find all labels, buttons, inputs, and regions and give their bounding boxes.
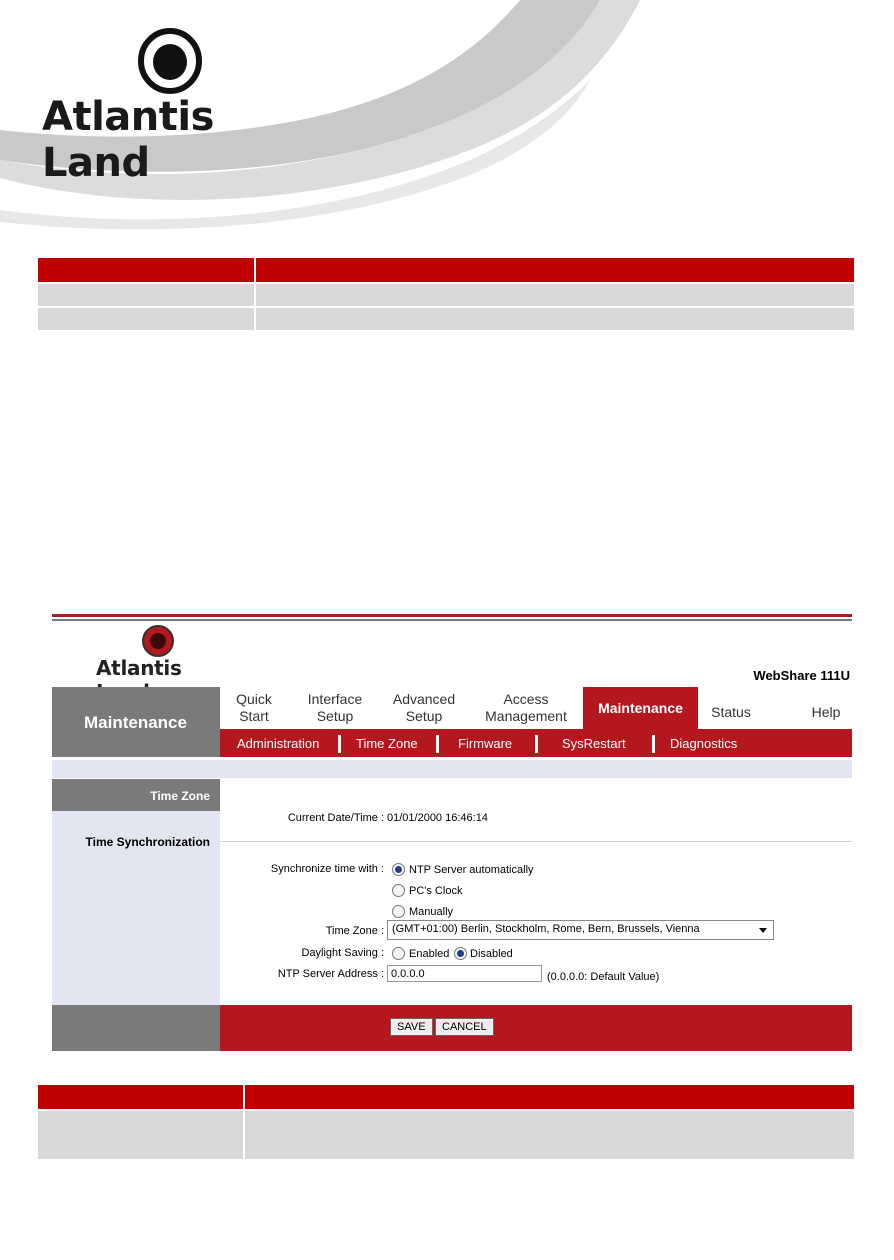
daylight-label: Daylight Saving : [301, 947, 384, 959]
current-datetime-label: Current Date/Time : [287, 812, 384, 824]
sync-manual-label: Manually [409, 906, 454, 918]
content-band [52, 760, 852, 778]
doc-table-top [38, 258, 854, 330]
sidebar [52, 779, 220, 1005]
subnav-divider [652, 735, 655, 753]
ui-logo [96, 624, 226, 680]
subnav-time-zone[interactable]: Time Zone [356, 736, 418, 751]
nav-help[interactable] [806, 704, 846, 721]
sync-pc-label: PC's Clock [409, 885, 463, 897]
dst-enabled-radio[interactable] [392, 947, 405, 960]
nav-label: Advanced [392, 691, 456, 707]
table-row [256, 307, 854, 330]
sidebar-header [52, 779, 220, 811]
nav-maintenance[interactable] [583, 687, 698, 729]
nav-label: Quick [236, 691, 272, 707]
subnav-sysrestart[interactable]: SysRestart [562, 736, 626, 751]
table-header-cell [245, 1085, 854, 1110]
brand-name: Atlantis Land [42, 94, 214, 186]
table-row [38, 307, 254, 330]
nav-access-management[interactable] [476, 691, 576, 725]
table-row [256, 283, 854, 307]
table-row [38, 283, 254, 307]
timezone-selected: (GMT+01:00) Berlin, Stockholm, Rome, Bern, Brussels, Vienna [392, 923, 700, 935]
dst-enabled-label: Enabled [409, 948, 450, 960]
nav-label: Interface [307, 691, 363, 707]
top-border-shadow [52, 619, 852, 621]
subnav-administration[interactable]: Administration [237, 736, 320, 751]
sync-label: Synchronize time with : [270, 863, 384, 875]
timezone-label: Time Zone : [325, 925, 384, 937]
nav-status[interactable] [706, 704, 756, 721]
ntp-address-input[interactable] [387, 965, 542, 982]
dst-disabled-label: Disabled [470, 948, 513, 960]
nav-interface-setup[interactable] [298, 691, 372, 725]
table-header-cell [38, 1085, 243, 1110]
sidebar-subheading: Time Synchronization [85, 835, 210, 849]
top-border [52, 614, 852, 617]
save-button[interactable]: SAVE [390, 1018, 433, 1036]
footer-left [52, 1005, 220, 1051]
logo-ring-icon [141, 624, 175, 658]
model-name: WebShare 111U [753, 668, 850, 683]
subnav-divider [535, 735, 538, 753]
section-title [52, 687, 220, 757]
table-row [245, 1110, 854, 1159]
nav-label: Setup [405, 708, 443, 724]
nav-advanced-setup[interactable] [384, 691, 464, 725]
cancel-button[interactable]: CANCEL [435, 1018, 494, 1036]
sync-pc-radio[interactable] [392, 884, 405, 897]
sidebar-header-text: Time Zone [150, 789, 210, 803]
nav-quick-start[interactable] [228, 691, 280, 725]
section-title-text: Maintenance [84, 713, 187, 732]
router-ui [52, 614, 852, 1052]
main-nav [220, 687, 852, 729]
divider [220, 841, 852, 842]
logo-text: Atlantis [96, 656, 182, 680]
sync-manual-radio[interactable] [392, 905, 405, 918]
nav-label: Setup [316, 708, 354, 724]
subnav-firmware[interactable]: Firmware [458, 736, 513, 751]
sub-nav [220, 729, 852, 757]
nav-label: Status [711, 704, 751, 720]
current-datetime-value: 01/01/2000 16:46:14 [387, 812, 488, 824]
ntp-address-label: NTP Server Address : [277, 968, 384, 980]
timezone-select[interactable] [387, 920, 774, 940]
sync-ntp-radio[interactable] [392, 863, 405, 876]
chevron-down-icon [759, 928, 767, 933]
dst-disabled-radio[interactable] [454, 947, 467, 960]
ntp-address-hint: (0.0.0.0: Default Value) [547, 971, 660, 983]
nav-label: Management [485, 708, 567, 724]
form-panel [220, 779, 852, 1005]
table-header-cell [38, 258, 254, 283]
table-row [38, 1110, 243, 1159]
footer-bar [220, 1005, 852, 1051]
nav-label: Maintenance [598, 700, 683, 716]
doc-table-bottom [38, 1085, 854, 1159]
nav-label: Help [811, 704, 841, 720]
subnav-diagnostics[interactable]: Diagnostics [670, 736, 738, 751]
subnav-divider [436, 735, 439, 753]
nav-label: Start [239, 708, 269, 724]
brand-logo [38, 28, 298, 186]
subnav-divider [338, 735, 341, 753]
table-header-cell [256, 258, 854, 283]
nav-label: Access [503, 691, 549, 707]
sync-ntp-label: NTP Server automatically [409, 864, 534, 876]
brand-ring-icon [135, 28, 205, 98]
